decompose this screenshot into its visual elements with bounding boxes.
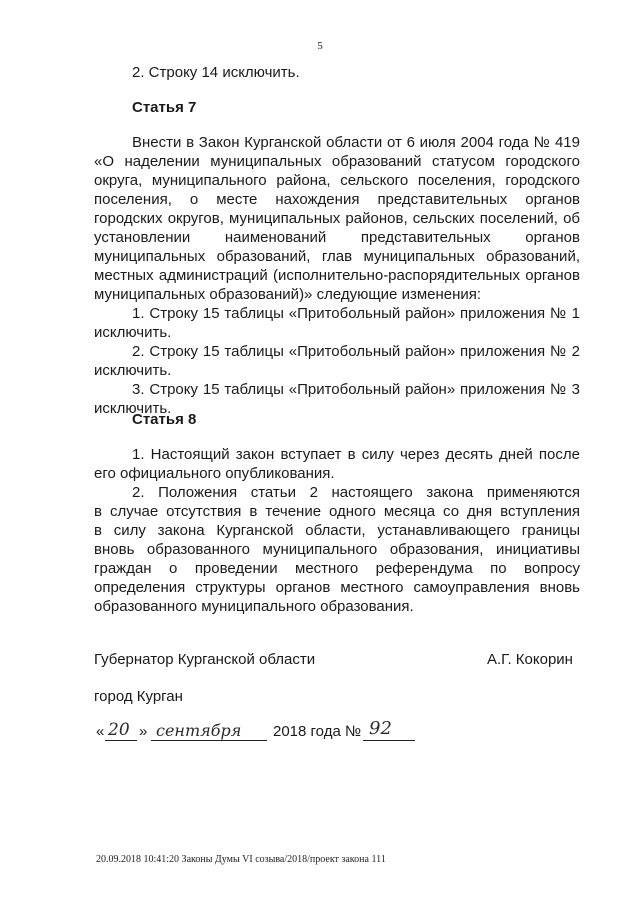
city-line: город Курган <box>94 688 183 705</box>
law-number-handwritten: 92 <box>369 718 392 739</box>
text-line: поселения, о месте нахождения представительных органов <box>94 191 580 208</box>
number-underline <box>363 740 415 741</box>
signatory-name: А.Г. Кокорин <box>487 651 573 668</box>
text-line: муниципальных образований)» следующие изменения: <box>94 286 482 303</box>
day-handwritten: 20 <box>108 720 130 740</box>
month-underline <box>151 740 267 741</box>
text-line: образованного муниципального образования. <box>94 598 414 615</box>
text-line: вновь образованного муниципального образования, инициативы <box>94 541 580 558</box>
item-line: исключить. <box>94 324 172 341</box>
item-line: исключить. <box>94 362 172 379</box>
article-7-heading: Статья 7 <box>132 99 197 116</box>
close-quote: » <box>139 723 148 740</box>
text-line: определения структуры органов местного самоуправления вновь <box>94 579 580 596</box>
open-quote: « <box>96 723 105 740</box>
item-line: исключить. <box>94 400 172 417</box>
text-line: в случае отсутствия в течение одного месяца со дня вступления <box>94 503 580 520</box>
text-line: городских округов, муниципальных районов, сельских поселений, об <box>94 210 580 227</box>
text-line: его официального опубликования. <box>94 465 335 482</box>
text-line: установлении наименований представительных органов <box>94 229 580 246</box>
text-line: в силу закона Курганской области, устанавливающего границы <box>94 522 580 539</box>
date-line <box>96 720 426 746</box>
document-footer: 20.09.2018 10:41:20 Законы Думы VI созыва/2018/проект закона 111 <box>96 854 386 865</box>
text-line: 1. Настоящий закон вступает в силу через десять дней после <box>132 446 580 463</box>
item-line: 3. Строку 15 таблицы «Притобольный район» приложения № 3 <box>132 381 580 398</box>
item-2-exclude-line-14: 2. Строку 14 исключить. <box>132 64 300 81</box>
text-line: местных администраций (исполнительно-распорядительных органов <box>94 267 580 284</box>
year-and-number-label: 2018 года № <box>273 723 362 740</box>
text-line: 2. Положения статьи 2 настоящего закона применяются <box>132 484 580 501</box>
month-handwritten: сентября <box>156 721 242 740</box>
text-line: муниципальных образований, глав муниципальных образований, <box>94 248 580 265</box>
item-line: 2. Строку 15 таблицы «Притобольный район» приложения № 2 <box>132 343 580 360</box>
article-8-body <box>94 445 580 616</box>
item-line: 1. Строку 15 таблицы «Притобольный район» приложения № 1 <box>132 305 580 322</box>
article-8-heading: Статья 8 <box>132 411 197 428</box>
text-line: Внести в Закон Курганской области от 6 июля 2004 года № 419 <box>132 134 580 151</box>
day-underline <box>105 740 137 741</box>
page-number: 5 <box>317 40 323 52</box>
text-line: «О наделении муниципальных образований статусом городского <box>94 153 580 170</box>
text-line: граждан о проведении местного референдума по вопросу <box>94 560 580 577</box>
text-line: округа, муниципального района, сельского поселения, городского <box>94 172 580 189</box>
article-7-intro <box>94 133 580 418</box>
signatory-position: Губернатор Курганской области <box>94 651 316 668</box>
